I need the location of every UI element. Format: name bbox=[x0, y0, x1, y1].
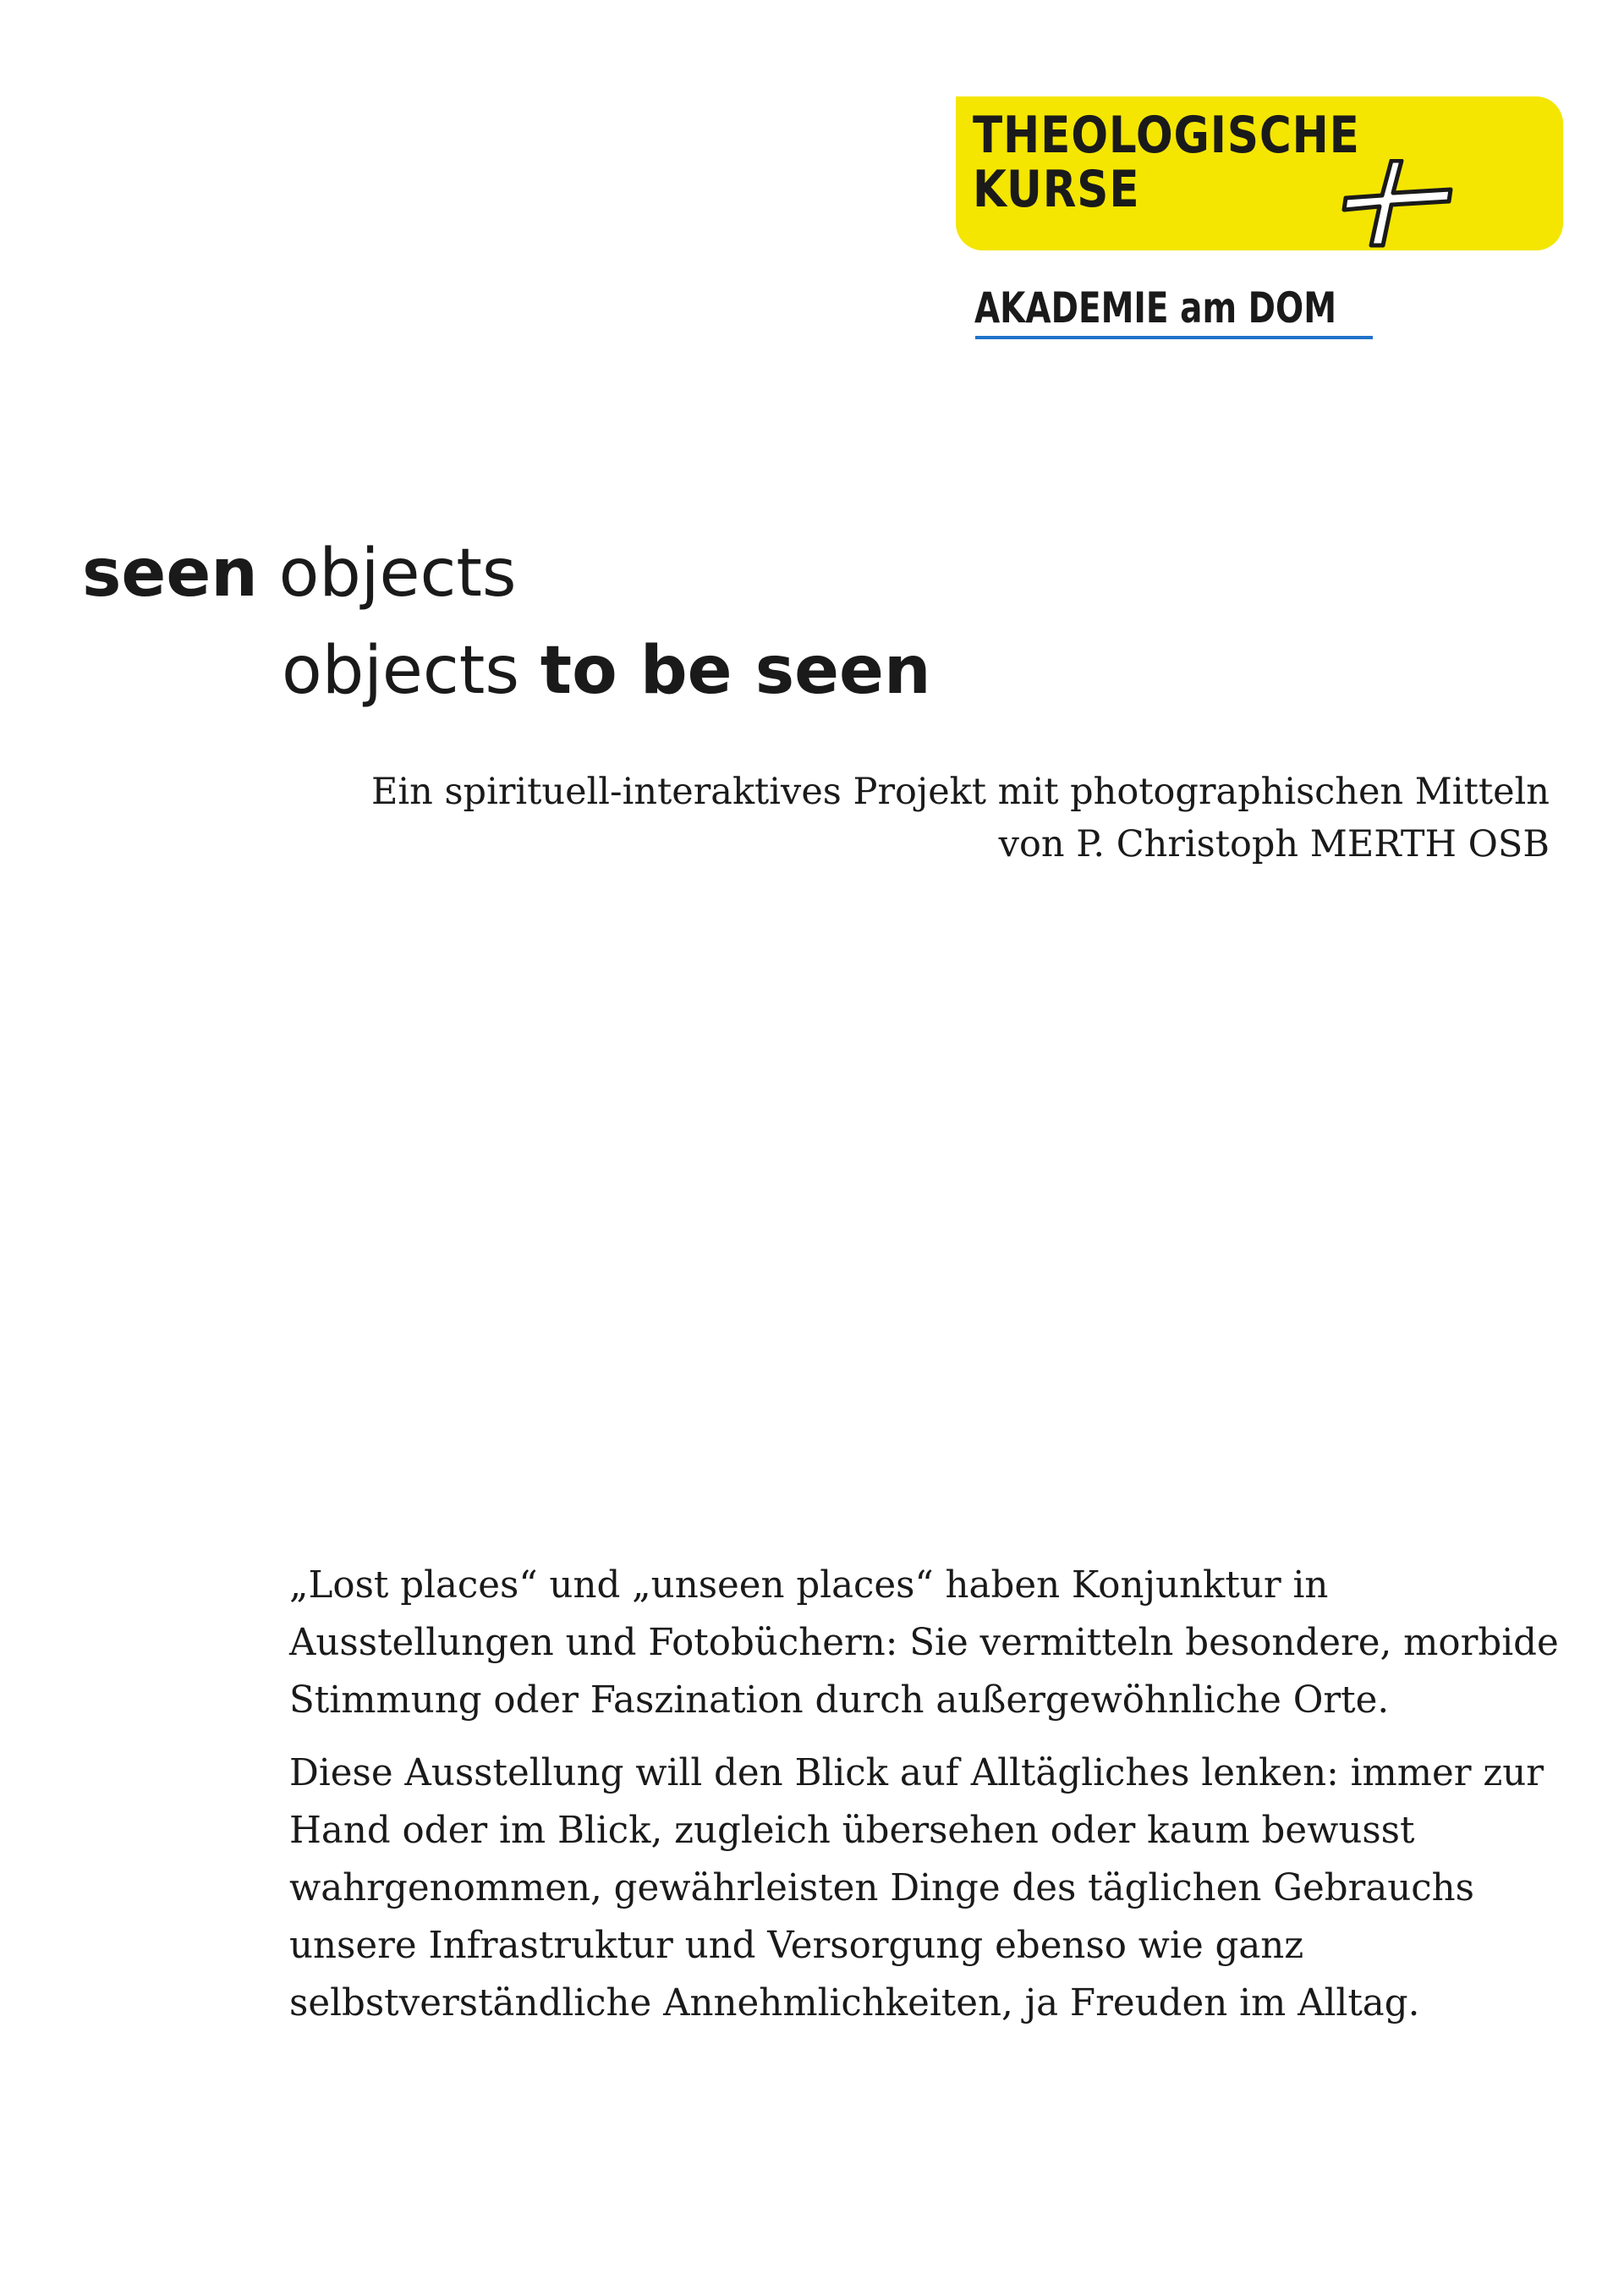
logo-line-1: THEOLOGISCHE bbox=[973, 106, 1360, 165]
akademie-label: AKADEMIE am DOM bbox=[974, 283, 1337, 332]
title-line-1 bbox=[82, 536, 517, 612]
akademie-underline bbox=[975, 336, 1373, 339]
logo-wordmark bbox=[973, 108, 1360, 217]
title-line-1-light: objects bbox=[278, 536, 517, 612]
subtitle-line-2: von P. Christoph MERTH OSB bbox=[998, 823, 1550, 865]
logo-line-2: KURSE bbox=[973, 160, 1140, 219]
body-text bbox=[289, 1557, 1575, 2047]
title-line-1-bold: seen bbox=[82, 536, 258, 612]
title-line-2-light: objects bbox=[282, 633, 519, 709]
body-paragraph-2: Diese Ausstellung will den Blick auf Alltägliches lenken: immer zur Hand oder im Blick, zugleich übersehen oder kaum bewusst wahrgenommen, gewährleisten Dinge des täglichen Gebrauchs unsere Infrastruktur und Versorgung ebenso wie ganz selbstverständliche Annehmlichkeiten, ja Freuden im Alltag. bbox=[289, 1752, 1544, 2025]
cross-plus-icon bbox=[1341, 159, 1455, 248]
title-line-2 bbox=[282, 633, 930, 709]
subtitle bbox=[365, 766, 1550, 871]
title-line-2-bold: to be seen bbox=[540, 633, 931, 709]
body-paragraph-1: „Lost places“ und „unseen places“ haben Konjunktur in Ausstellungen und Fotobüchern: Sie vermitteln besondere, morbide Stimmung oder Faszination durch außergewöhnliche Orte. bbox=[289, 1564, 1559, 1722]
subtitle-line-1: Ein spirituell-interaktives Projekt mit photographischen Mitteln bbox=[370, 771, 1550, 813]
